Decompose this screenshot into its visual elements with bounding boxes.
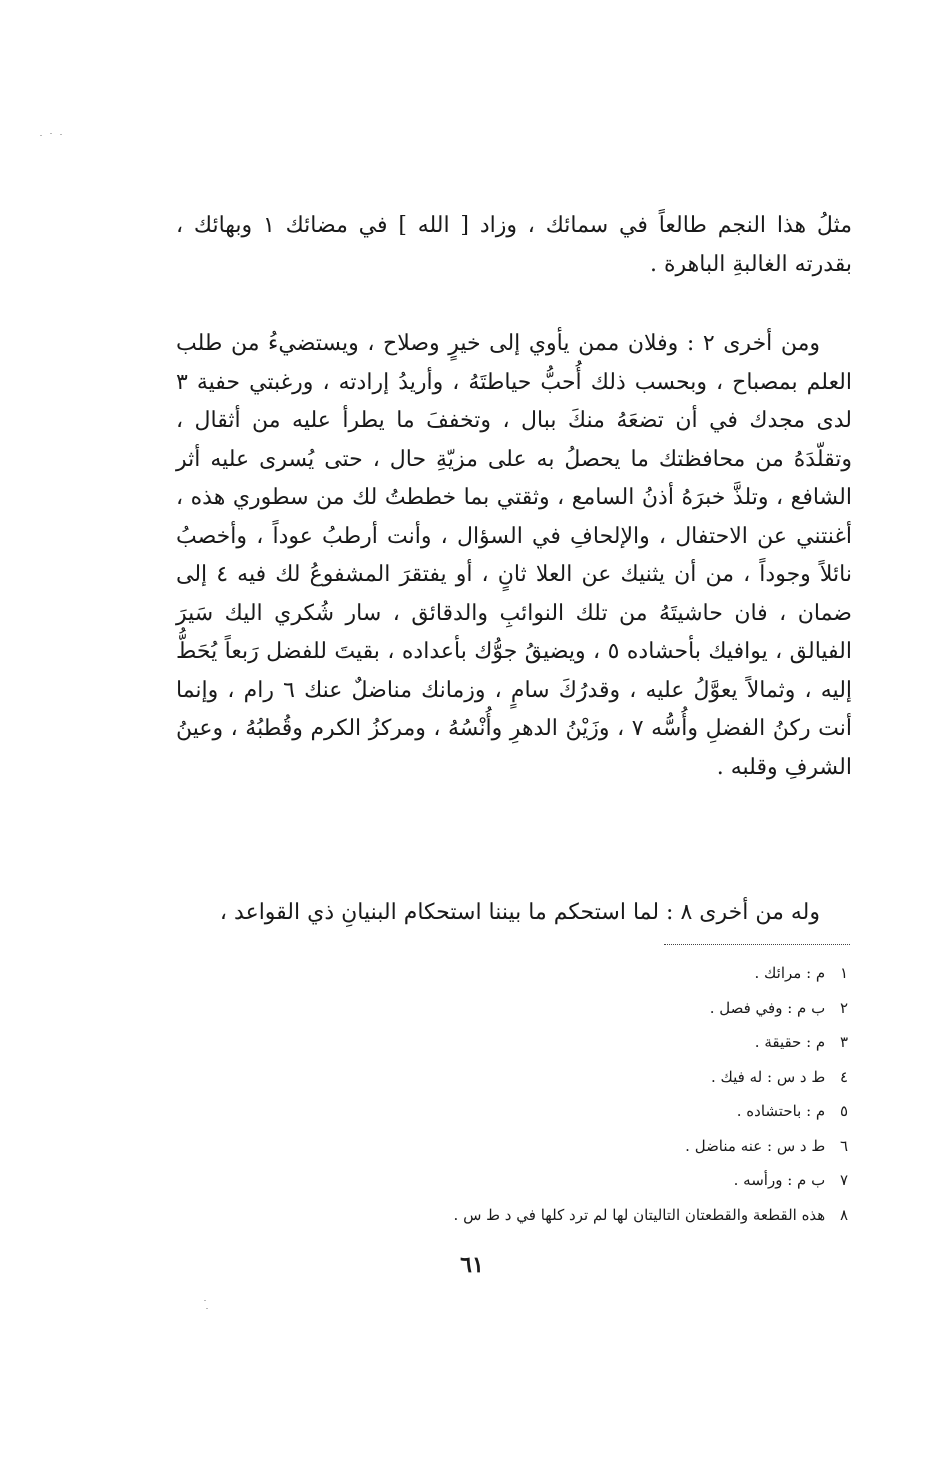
footnote-item bbox=[288, 1163, 848, 1198]
footnote-text: ب م : وفي فصل . bbox=[709, 998, 826, 1017]
footnote-item bbox=[288, 991, 848, 1026]
footnote-number: ٢ bbox=[839, 998, 848, 1017]
scan-speck bbox=[50, 133, 52, 134]
footnote-text: م : مرائك . bbox=[754, 964, 826, 982]
footnote-number: ٧ bbox=[839, 1171, 848, 1189]
footnote-separator bbox=[664, 944, 850, 945]
footnote-item bbox=[288, 1129, 848, 1164]
footnote-text: م : حقيقة . bbox=[754, 1033, 826, 1051]
footnote-text: ب م : ورأسه . bbox=[733, 1171, 826, 1189]
page-number: ٦١ bbox=[460, 1252, 484, 1278]
footnote-text: م : باحتشاده . bbox=[736, 1102, 826, 1120]
footnote-text: ط د س : عنه مناضل . bbox=[685, 1136, 826, 1155]
scan-speck bbox=[206, 1308, 208, 1309]
scan-speck bbox=[60, 134, 62, 135]
scan-speck bbox=[204, 1300, 206, 1301]
footnote-number: ٣ bbox=[839, 1033, 848, 1051]
body-paragraph-1 bbox=[176, 207, 852, 284]
footnote-item bbox=[288, 1198, 848, 1233]
scan-speck bbox=[40, 135, 42, 136]
footnote-item bbox=[288, 1025, 848, 1060]
footnote-number: ٤ bbox=[839, 1067, 848, 1086]
footnote-item bbox=[288, 956, 848, 991]
body-paragraph-3 bbox=[176, 894, 852, 933]
footnote-number: ٥ bbox=[839, 1102, 848, 1120]
footnote-item bbox=[288, 1060, 848, 1095]
footnote-text: هذه القطعة والقطعتان التاليتان لها لم ترد كلها في د ط س . bbox=[453, 1205, 826, 1224]
footnote-number: ١ bbox=[839, 964, 848, 982]
footnote-item bbox=[288, 1094, 848, 1129]
body-paragraph-2 bbox=[176, 325, 852, 787]
footnote-number: ٨ bbox=[839, 1205, 848, 1224]
paragraph-text: ومن أخرى ٢ : وفلان ممن يأوي إلى خيرٍ وصلاح ، ويستضيءُ من طلب العلم بمصباح ، وبحسب ذلك أُحبُّ حياطتَهُ ، وأريدُ إرادته ، ورغبتي حفية ٣ لدى مجدك في أن تضعَهُ منكَ ببال ، وتخففَ ما يطرأ عليه من أثقال ، وتقلّدَهُ من محافظتك ما يحصلُ به على مزيّةِ حال ، حتى يُسرى عليه أثر الشافع ، وتلذَّ خبرَهُ أذنُ السامع ، وثقتي بما خططتُ لك من سطوري هذه ، أغنتني عن الاحتفال ، والإلحافِ في السؤال ، وأنت أرطبُ عوداً ، وأخصبُ نائلاً وجوداً ، من أن يثنيك عن العلا ثانٍ ، أو يفتقرَ المشفوعُ لك فيه ٤ إلى ضمان ، فان حاشيتَهُ من تلك النوائبِ والدقائق ، سار شُكري اليك سَيرَ الفيالق ، يوافيك بأحشاده ٥ ، ويضيقُ جوُّك بأعداده ، بقيتَ للفضل رَبعاً يُحَطُّ إليه ، وثمالاً يعوَّلُ عليه ، وقدرُكَ سامٍ ، وزمانك مناضلٌ عنك ٦ رام ، وإنما أنت ركنُ الفضلِ وأُسُّه ٧ ، وزَيْنُ الدهرِ وأُنْسُهُ ، ومركزُ الكرم وقُطبُهُ ، وعينُ الشرفِ وقلبه . bbox=[176, 331, 853, 780]
footnote-number: ٦ bbox=[839, 1136, 848, 1155]
footnote-text: ط د س : له فيك . bbox=[710, 1067, 826, 1086]
paragraph-text: مثلُ هذا النجم طالعاً في سمائك ، وزاد [ الله ] في مضائك ١ وبهائك ، بقدرته الغالبةِ الباهرة . bbox=[176, 213, 853, 277]
footnotes-list bbox=[288, 956, 848, 1232]
paragraph-text: وله من أخرى ٨ : لما استحكم ما بيننا استحكام البنيانِ ذي القواعد ، bbox=[219, 900, 820, 925]
